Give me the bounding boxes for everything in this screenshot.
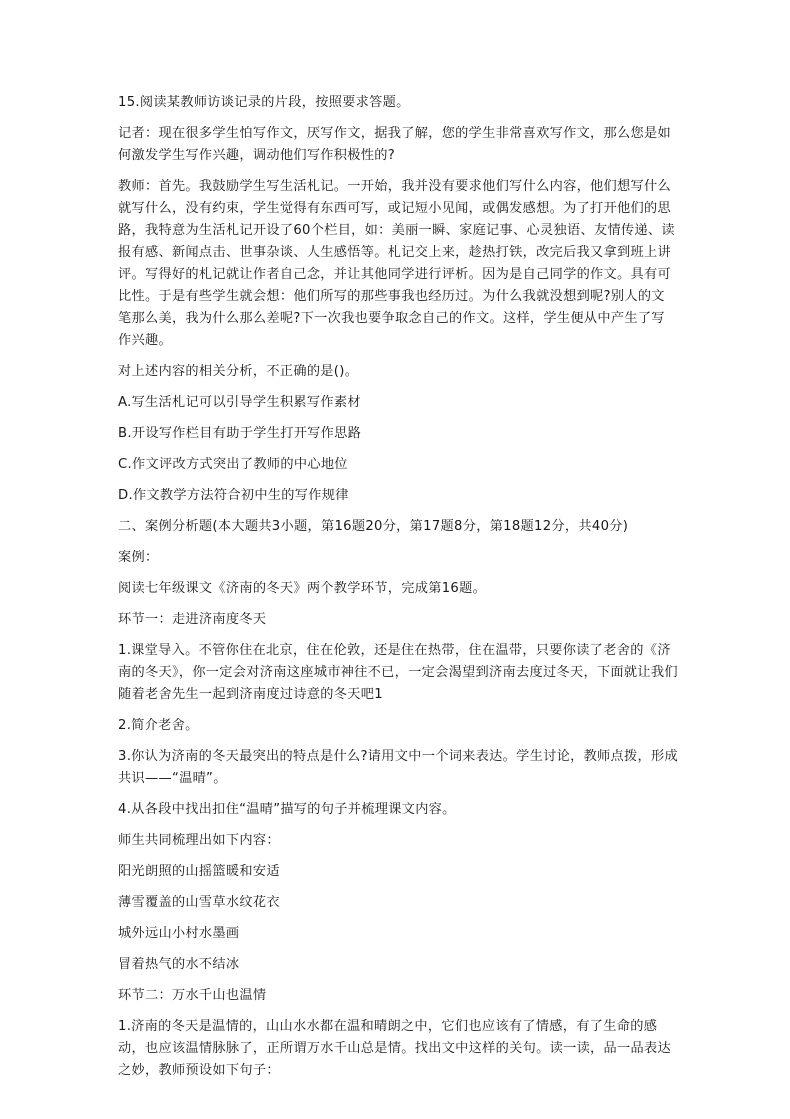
q15-question: 对上述内容的相关分析，不正确的是()。 [118,364,359,379]
part2-step1: 1.济南的冬天是温情的，山山水水都在温和晴朗之中，它们也应该有了情感，有了生命的感动，也应该温情脉脉了，正所谓万水千山总是情。找出文中这样的关句。读一读，品一品表达之妙，教师预设如下句子： [118,1019,671,1078]
q15-option-b: B.开设写作栏目有助于学生打开写作思路 [118,426,362,441]
part2-title: 环节二：万水千山也温情 [118,988,267,1003]
q15-option-c: C.作文评改方式突出了教师的中心地位 [118,457,348,472]
part1-summary-item: 薄雪覆盖的山雪草水纹花衣 [118,895,280,910]
part1-summary-item: 城外远山小村水墨画 [118,926,240,941]
document-page [118,92,678,1091]
section2-heading: 二、案例分析题(本大题共3小题，第16题20分，第17题8分，第18题12分，共40分) [118,519,629,534]
part1-summary-item: 阳光朗照的山摇篮暖和安适 [118,864,280,879]
q15-stem: 15.阅读某教师访谈记录的片段，按照要求答题。 [118,95,410,110]
q15-option-a: A.写生活札记可以引导学生积累写作素材 [118,395,361,410]
case-intro: 阅读七年级课文《济南的冬天》两个教学环节，完成第16题。 [118,581,487,596]
part1-summary-item: 冒着热气的水不结冰 [118,957,240,972]
part1-summary-intro: 师生共同梳理出如下内容： [118,833,280,848]
part1-title: 环节一：走进济南度冬天 [118,612,267,627]
part1-step4: 4.从各段中找出扣住“温晴”描写的句子并梳理课文内容。 [118,802,456,817]
case-label: 案例： [118,550,159,565]
q15-teacher-answer: 教师：首先。我鼓励学生写生活札记。一开始，我并没有要求他们写什么内容，他们想写什么就写什么，没有约束，学生觉得有东西可写，或记短小见闻，或偶发感想。为了打开他们的思路，我特意为生活札记开设了60个栏目，如：美丽一瞬、家庭记事、心灵独语、友情传递、读报有感、新闻点击、世事杂谈、人生感悟等。札记交上来，趁热打铁，改完后我又拿到班上讲评。写得好的札记就让作者自己念，并让其他同学进行评析。因为是自己同学的作文。具有可比性。于是有些学生就会想：他们所写的那些事我也经历过。为什么我就没想到呢?别人的文笔那么美，我为什么那么差呢?下一次我也要争取念自己的作文。这样，学生便从中产生了写作兴趣。 [118,179,675,348]
part1-step1: 1.课堂导入。不管你住在北京，住在伦敦，还是住在热带，住在温带，只要你读了老舍的《济南的冬天》，你一定会对济南这座城市神往不已，一定会渴望到济南去度过冬天，下面就让我们随着老舍先生一起到济南度过诗意的冬天吧1 [118,643,678,702]
q15-option-d: D.作文教学方法符合初中生的写作规律 [118,488,349,503]
part1-step2: 2.简介老舍。 [118,718,199,733]
part1-step3: 3.你认为济南的冬天最突出的特点是什么?请用文中一个词来表达。学生讨论，教师点拨，形成共识——“温晴”。 [118,749,678,786]
q15-reporter-question: 记者：现在很多学生怕写作文，厌写作文，据我了解，您的学生非常喜欢写作文，那么您是如何激发学生写作兴趣，调动他们写作积极性的? [118,126,671,163]
